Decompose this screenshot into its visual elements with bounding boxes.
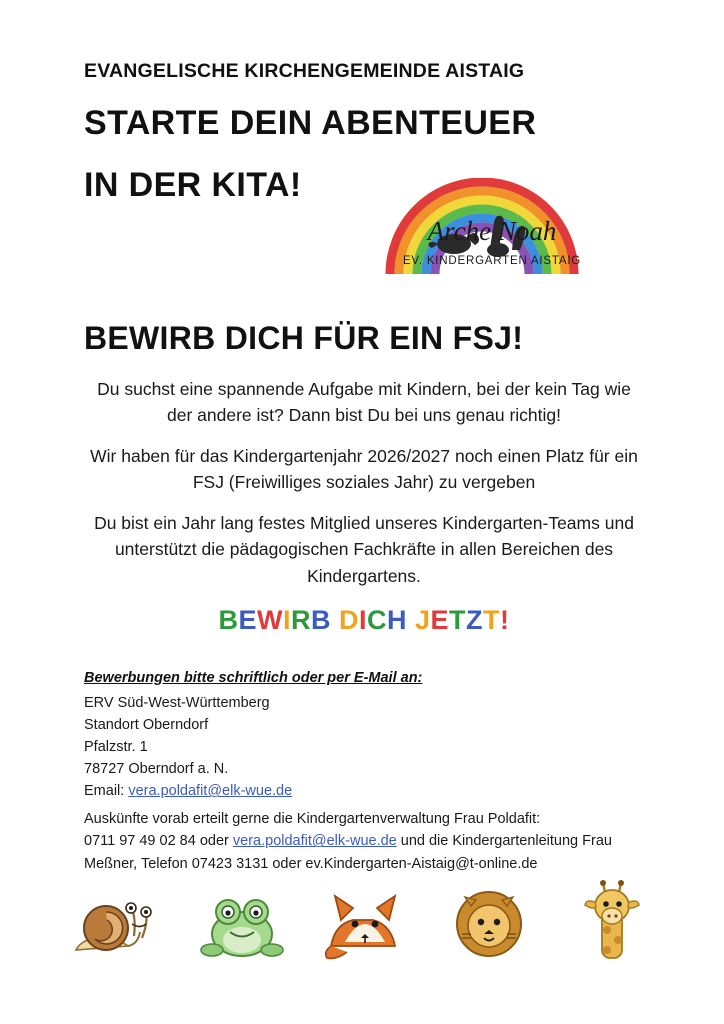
email-label: Email: [84,783,125,800]
slogan-letter: W [256,605,283,635]
info-text-1: Auskünfte vorab erteilt gerne die Kindergartenverwaltung Frau Poldafit: [84,811,541,827]
slogan-letter: C [366,605,387,635]
contact-address [84,692,292,802]
slogan-letter: J [415,605,431,635]
email-link[interactable]: vera.poldafit@elk-wue.de [128,783,293,800]
slogan-letter: D [338,605,359,635]
slogan-letter [331,605,339,635]
contact-title: Bewerbungen bitte schriftlich oder per E-Mail an: [84,670,423,686]
slogan-letter: E [238,605,257,635]
slogan-letter: I [358,605,367,635]
info-email-link[interactable]: vera.poldafit@elk-wue.de [232,833,397,850]
paragraph-1: Du suchst eine spannende Aufgabe mit Kindern, bei der kein Tag wie der andere ist? Dann bist Du bei uns genau richtig! [97,379,631,426]
info-block [84,808,644,875]
organization-kicker: EVANGELISCHE KIRCHENGEMEINDE AISTAIG [84,60,525,82]
slogan-letter [407,605,415,635]
logo-subtitle: EV. KINDERGARTEN AISTAIG [402,255,582,267]
frog-icon [194,880,290,962]
giraffe-icon [564,880,660,962]
paragraph-3: Du bist ein Jahr lang festes Mitglied unseres Kindergarten-Teams und unterstützt die pädagogischen Fachkräfte in allen Bereichen des Kindergartens. [94,513,634,586]
contact-email-row [84,780,292,802]
arche-noah-logo [372,178,612,286]
paragraph-2: Wir haben für das Kindergartenjahr 2026/2027 noch einen Platz für ein FSJ (Freiwilliges soziales Jahr) zu vergeben [90,446,638,493]
info-text-4: Meßner, Telefon 07423 3131 oder ev.Kindergarten-Aistaig@t-online.de [84,855,538,872]
fox-icon [317,880,413,962]
headline-line-1: STARTE DEIN ABENTEUER [84,104,537,142]
info-text-3: und die Kindergartenleitung Frau [396,833,612,850]
slogan-letter: T [483,605,501,635]
headline-line-2: IN DER KITA! [84,166,302,204]
animal-illustration-row [70,876,660,962]
slogan-letter: Z [466,605,484,635]
slogan-letter: B [310,605,331,635]
slogan-letter: ! [500,605,510,635]
logo-name: Arche Noah [427,216,557,246]
slogan-letter: E [430,605,450,635]
snail-icon [70,880,166,962]
contact-line-1: ERV Süd-West-Württemberg [84,695,270,711]
contact-line-4: 78727 Oberndorf a. N. [84,761,229,778]
lion-icon [441,880,537,962]
info-text-2: 0711 97 49 02 84 oder [84,833,233,850]
contact-line-3: Pfalzstr. 1 [84,739,148,756]
slogan-letter: H [386,605,407,635]
contact-line-2: Standort Oberndorf [84,717,209,734]
slogan-letter: B [218,605,239,635]
call-headline: BEWIRB DICH FÜR EIN FSJ! [84,320,524,356]
slogan-letter: R [290,605,311,635]
slogan-letter: I [282,605,291,635]
slogan-bewirb-dich-jetzt [84,605,644,636]
slogan-letter: T [449,605,467,635]
